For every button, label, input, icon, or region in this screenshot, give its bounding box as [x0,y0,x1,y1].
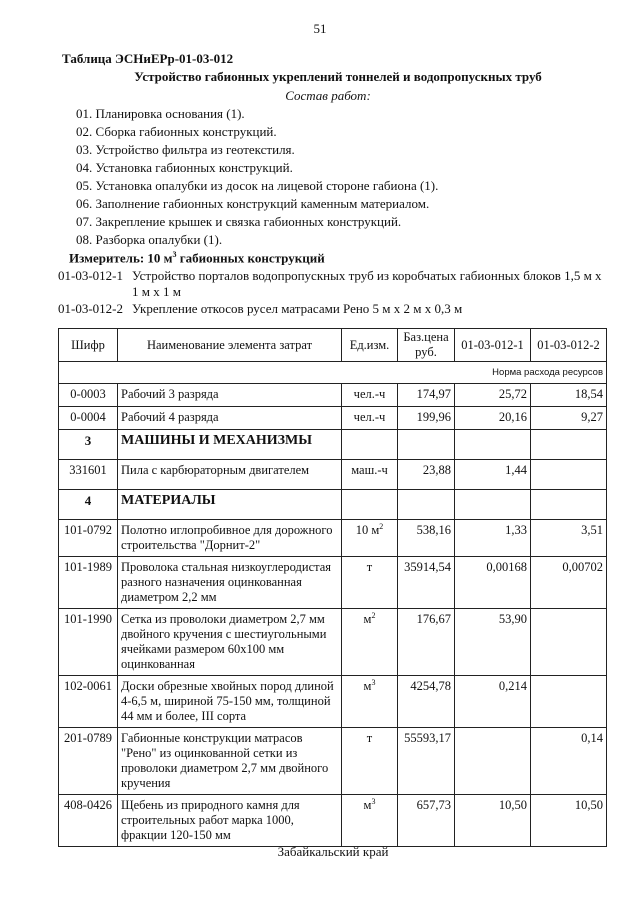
row-variant-1 [455,728,531,795]
variants [58,268,608,318]
row-code: 331601 [59,460,118,490]
row-price: 538,16 [398,520,455,557]
header-name: Наименование элемента затрат [118,329,342,362]
row-variant-1: 25,72 [455,384,531,407]
row-variant-1: 10,50 [455,795,531,847]
page-number: 51 [313,21,327,36]
row-unit-text: т [366,731,373,745]
table-row [59,728,607,795]
row-name: Проволока стальная низкоуглеродистая разного назначения оцинкованная диаметром 2,2 мм [118,557,342,609]
variant-row [58,301,608,317]
row-code: 101-1989 [59,557,118,609]
row-unit-text: т [366,560,373,574]
table-code: Таблица ЭСНиЕРр-01-03-012 [62,51,234,66]
row-unit: маш.-ч [342,460,398,490]
row-unit: чел.-ч [342,407,398,430]
variant-row [58,268,608,300]
row-variant-1: 1,33 [455,520,531,557]
row-code: 408-0426 [59,795,118,847]
row-variant-2 [531,460,607,490]
empty-cell [531,490,607,520]
work-item: 08. Разборка опалубки (1). [76,232,223,247]
meter-suffix: габионных конструкций [176,250,325,266]
variant-text: Укрепление откосов русел матрасами Рено 5 м х 2 м х 0,3 м [132,301,463,316]
section-row [59,490,607,520]
row-price: 4254,78 [398,676,455,728]
row-name: Пила с карбюраторным двигателем [118,460,342,490]
row-variant-1: 53,90 [455,609,531,676]
section-number: 3 [59,430,118,460]
row-price: 55593,17 [398,728,455,795]
row-unit [342,557,398,609]
table-title: Устройство габионных укреплений тоннелей и водопропускных труб [134,69,542,84]
row-unit: чел.-ч [342,384,398,407]
work-item: 01. Планировка основания (1). [76,106,245,121]
row-code: 102-0061 [59,676,118,728]
work-item: 06. Заполнение габионных конструкций каменным материалом. [76,196,430,211]
row-unit-sup: 3 [371,677,376,687]
row-variant-1: 1,44 [455,460,531,490]
row-unit [342,520,398,557]
row-variant-2: 3,51 [531,520,607,557]
composition-label: Состав работ: [285,88,371,103]
empty-cell [455,490,531,520]
row-name: Сетка из проволоки диаметром 2,7 мм двойного кручения с шестиугольными ячейками размером 60х100 мм оцинкованная [118,609,342,676]
variant-text: Устройство порталов водопропускных труб из коробчатых габионных блоков 1,5 м х 1 м х 1 м [132,268,602,299]
variant-code: 01-03-012-2 [58,301,123,316]
row-unit-sup: 3 [371,796,376,806]
empty-cell [455,430,531,460]
row-variant-2 [531,676,607,728]
row-unit [342,795,398,847]
empty-cell [398,430,455,460]
row-price: 199,96 [398,407,455,430]
section-number: 4 [59,490,118,520]
table-header-row [59,329,607,362]
variant-code: 01-03-012-1 [58,268,123,283]
row-unit [342,676,398,728]
footer-region: Забайкальский край [277,844,389,859]
table-row [59,384,607,407]
row-variant-2: 9,27 [531,407,607,430]
row-name: Доски обрезные хвойных пород длиной 4-6,5 м, шириной 75-150 мм, толщиной 44 мм и более, III сорта [118,676,342,728]
row-name: Щебень из природного камня для строительных работ марка 1000, фракции 120-150 мм [118,795,342,847]
work-item: 03. Устройство фильтра из геотекстиля. [76,142,295,157]
section-row [59,430,607,460]
table-row [59,407,607,430]
meter [69,250,325,266]
row-variant-1: 20,16 [455,407,531,430]
table-row [59,609,607,676]
empty-cell [398,490,455,520]
row-unit [342,728,398,795]
work-item: 07. Закрепление крышек и связка габионных конструкций. [76,214,402,229]
table-row [59,676,607,728]
row-price: 176,67 [398,609,455,676]
work-item: 05. Установка опалубки из досок на лицевой стороне габиона (1). [76,178,439,193]
row-code: 0-0004 [59,407,118,430]
row-price: 174,97 [398,384,455,407]
row-unit-sup: 2 [379,521,384,531]
row-variant-2: 18,54 [531,384,607,407]
empty-cell [342,490,398,520]
work-item: 02. Сборка габионных конструкций. [76,124,277,139]
row-name: Рабочий 4 разряда [118,407,342,430]
row-unit-sup: 2 [371,610,376,620]
header-variant-1: 01-03-012-1 [455,329,531,362]
row-variant-1: 0,214 [455,676,531,728]
header-variant-2: 01-03-012-2 [531,329,607,362]
row-variant-2: 10,50 [531,795,607,847]
section-title: МАТЕРИАЛЫ [118,490,342,520]
meter-prefix: Измеритель: 10 м [69,250,173,266]
table-row [59,520,607,557]
row-price: 657,73 [398,795,455,847]
row-variant-2: 0,00702 [531,557,607,609]
empty-cell [342,430,398,460]
work-item: 04. Установка габионных конструкций. [76,160,293,175]
meter-sup: 3 [172,250,177,259]
norm-row [59,362,607,384]
header-price: Баз.цена руб. [398,329,455,362]
row-variant-1: 0,00168 [455,557,531,609]
row-code: 101-0792 [59,520,118,557]
table-row [59,460,607,490]
works-list [76,105,438,249]
row-variant-2 [531,609,607,676]
row-name: Габионные конструкции матрасов "Рено" из оцинкованной сетки из проволоки диаметром 2,7 мм двойного кручения [118,728,342,795]
row-unit-text: м [363,798,372,812]
header-code: Шифр [59,329,118,362]
empty-cell [531,430,607,460]
norm-label: Норма расхода ресурсов [59,362,607,384]
row-unit-text: 10 м [355,523,380,537]
row-unit-text: м [363,612,372,626]
row-name: Полотно иглопробивное для дорожного строительства "Дорнит-2" [118,520,342,557]
header-unit: Ед.изм. [342,329,398,362]
row-code: 0-0003 [59,384,118,407]
section-title: МАШИНЫ И МЕХАНИЗМЫ [118,430,342,460]
row-unit [342,609,398,676]
row-code: 201-0789 [59,728,118,795]
row-code: 101-1990 [59,609,118,676]
row-name: Рабочий 3 разряда [118,384,342,407]
resource-table [58,328,607,847]
row-price: 23,88 [398,460,455,490]
table-row [59,795,607,847]
row-price: 35914,54 [398,557,455,609]
row-unit-text: м [363,679,372,693]
row-variant-2: 0,14 [531,728,607,795]
table-row [59,557,607,609]
